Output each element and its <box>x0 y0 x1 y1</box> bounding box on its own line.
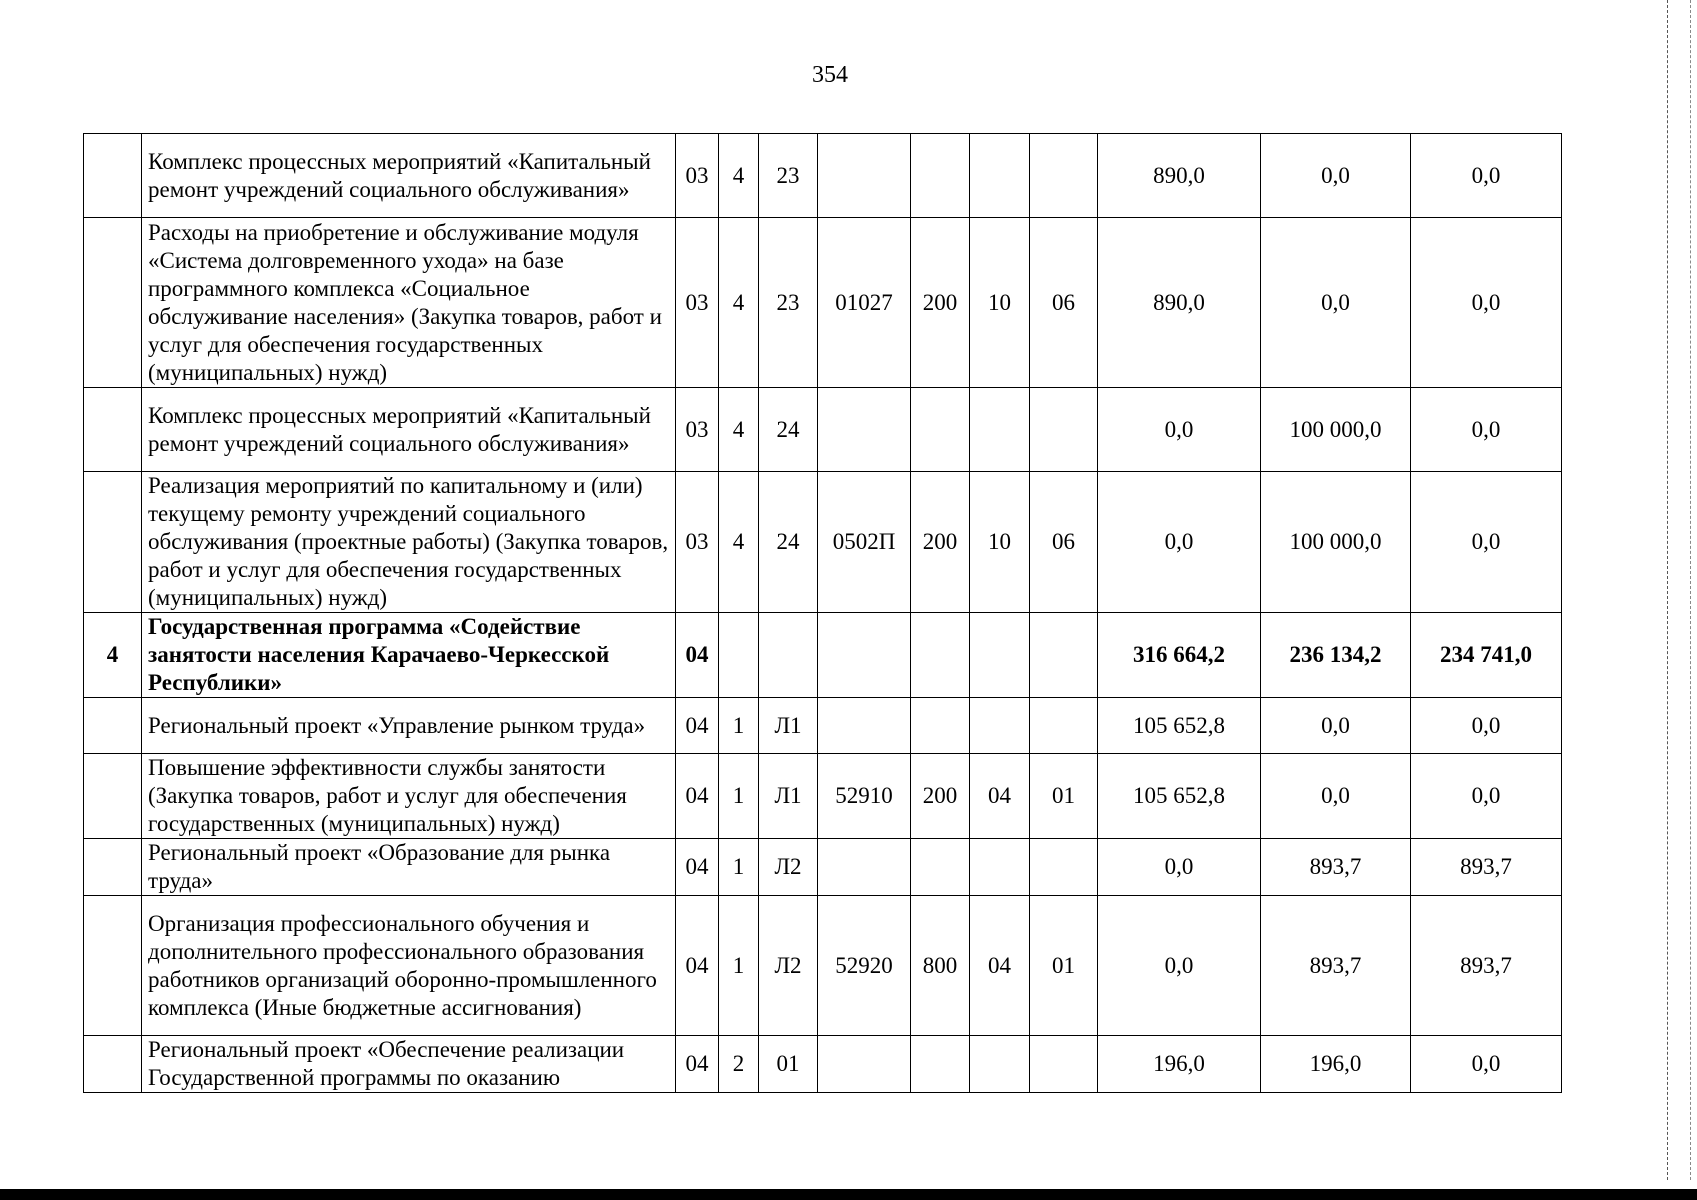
cell-c7 <box>1030 1036 1098 1093</box>
cell-c1: 04 <box>676 839 719 896</box>
cell-num: 4 <box>84 613 142 698</box>
cell-c5: 200 <box>911 472 970 613</box>
cell-num <box>84 839 142 896</box>
cell-c2: 1 <box>719 896 759 1036</box>
budget-table <box>83 133 1562 1093</box>
table-row <box>84 896 1562 1036</box>
scan-edge-line <box>1667 0 1669 1180</box>
cell-c4 <box>818 613 911 698</box>
cell-c6 <box>970 134 1030 218</box>
cell-v3: 234 741,0 <box>1411 613 1562 698</box>
cell-c1: 04 <box>676 613 719 698</box>
cell-num <box>84 1036 142 1093</box>
cell-name: Государственная программа «Содействие занятости населения Карачаево-Черкесской Республики» <box>142 613 676 698</box>
cell-c2: 1 <box>719 698 759 754</box>
cell-v2: 100 000,0 <box>1261 472 1411 613</box>
cell-c4 <box>818 1036 911 1093</box>
cell-name: Региональный проект «Образование для рынка труда» <box>142 839 676 896</box>
cell-v1: 0,0 <box>1098 472 1261 613</box>
cell-c1: 03 <box>676 388 719 472</box>
cell-name: Комплекс процессных мероприятий «Капитальный ремонт учреждений социального обслуживания» <box>142 388 676 472</box>
cell-c4: 52910 <box>818 754 911 839</box>
cell-c3: 23 <box>759 134 818 218</box>
cell-v1: 890,0 <box>1098 134 1261 218</box>
cell-num <box>84 218 142 388</box>
cell-c3: Л2 <box>759 896 818 1036</box>
cell-v1: 105 652,8 <box>1098 698 1261 754</box>
cell-v1: 0,0 <box>1098 839 1261 896</box>
table-row <box>84 1036 1562 1093</box>
cell-c3: Л2 <box>759 839 818 896</box>
cell-c5: 200 <box>911 754 970 839</box>
cell-c4 <box>818 134 911 218</box>
cell-c2: 1 <box>719 839 759 896</box>
cell-c3: 24 <box>759 472 818 613</box>
cell-c6: 10 <box>970 472 1030 613</box>
cell-c4 <box>818 839 911 896</box>
cell-v2: 236 134,2 <box>1261 613 1411 698</box>
cell-num <box>84 698 142 754</box>
table-row <box>84 218 1562 388</box>
cell-c5 <box>911 839 970 896</box>
cell-c3: Л1 <box>759 754 818 839</box>
cell-c6 <box>970 698 1030 754</box>
cell-c7 <box>1030 613 1098 698</box>
cell-v3: 0,0 <box>1411 472 1562 613</box>
table-row <box>84 698 1562 754</box>
cell-num <box>84 472 142 613</box>
cell-v1: 890,0 <box>1098 218 1261 388</box>
cell-c4 <box>818 698 911 754</box>
cell-c6 <box>970 613 1030 698</box>
cell-num <box>84 134 142 218</box>
cell-c7: 01 <box>1030 896 1098 1036</box>
table-row <box>84 613 1562 698</box>
cell-c3: 23 <box>759 218 818 388</box>
cell-v3: 0,0 <box>1411 698 1562 754</box>
cell-c5 <box>911 388 970 472</box>
cell-name: Повышение эффективности службы занятости (Закупка товаров, работ и услуг для обеспечения государственных (муниципальных) нужд) <box>142 754 676 839</box>
cell-v3: 0,0 <box>1411 218 1562 388</box>
cell-v2: 0,0 <box>1261 754 1411 839</box>
cell-c2: 4 <box>719 388 759 472</box>
cell-c2: 4 <box>719 218 759 388</box>
cell-name: Организация профессионального обучения и дополнительного профессионального образования работников организаций оборонно-промышленного комплекса (Иные бюджетные ассигнования) <box>142 896 676 1036</box>
cell-c5 <box>911 134 970 218</box>
cell-v2: 0,0 <box>1261 134 1411 218</box>
cell-v2: 893,7 <box>1261 839 1411 896</box>
cell-c5 <box>911 1036 970 1093</box>
cell-v2: 0,0 <box>1261 698 1411 754</box>
cell-c5 <box>911 698 970 754</box>
cell-v3: 0,0 <box>1411 134 1562 218</box>
cell-v3: 0,0 <box>1411 388 1562 472</box>
cell-c1: 03 <box>676 218 719 388</box>
cell-c6: 04 <box>970 754 1030 839</box>
scan-bottom-bar <box>0 1189 1697 1200</box>
cell-name: Региональный проект «Обеспечение реализации Государственной программы по оказанию <box>142 1036 676 1093</box>
cell-name: Региональный проект «Управление рынком труда» <box>142 698 676 754</box>
cell-c4 <box>818 388 911 472</box>
cell-c3: 01 <box>759 1036 818 1093</box>
cell-name: Расходы на приобретение и обслуживание модуля «Система долговременного ухода» на базе программного комплекса «Социальное обслуживание населения» (Закупка товаров, работ и услуг для обеспечения государственных (муниципальных) нужд) <box>142 218 676 388</box>
cell-c4: 52920 <box>818 896 911 1036</box>
cell-c3: 24 <box>759 388 818 472</box>
cell-v1: 316 664,2 <box>1098 613 1261 698</box>
cell-v2: 0,0 <box>1261 218 1411 388</box>
cell-c7 <box>1030 698 1098 754</box>
cell-c4: 01027 <box>818 218 911 388</box>
cell-c1: 04 <box>676 896 719 1036</box>
scan-edge-line <box>1690 0 1692 1180</box>
cell-v3: 0,0 <box>1411 754 1562 839</box>
cell-c6 <box>970 1036 1030 1093</box>
cell-v2: 893,7 <box>1261 896 1411 1036</box>
cell-c2: 2 <box>719 1036 759 1093</box>
cell-c5 <box>911 613 970 698</box>
cell-c7 <box>1030 839 1098 896</box>
cell-v2: 100 000,0 <box>1261 388 1411 472</box>
cell-c5: 800 <box>911 896 970 1036</box>
cell-v3: 893,7 <box>1411 896 1562 1036</box>
cell-c1: 04 <box>676 1036 719 1093</box>
cell-c3 <box>759 613 818 698</box>
cell-c6 <box>970 388 1030 472</box>
table-row <box>84 754 1562 839</box>
page-number: 354 <box>812 62 848 88</box>
table-row <box>84 472 1562 613</box>
cell-c1: 03 <box>676 472 719 613</box>
cell-c6: 04 <box>970 896 1030 1036</box>
table-row <box>84 134 1562 218</box>
table-row <box>84 388 1562 472</box>
cell-v1: 105 652,8 <box>1098 754 1261 839</box>
cell-name: Комплекс процессных мероприятий «Капитальный ремонт учреждений социального обслуживания» <box>142 134 676 218</box>
cell-num <box>84 754 142 839</box>
cell-c3: Л1 <box>759 698 818 754</box>
cell-c1: 03 <box>676 134 719 218</box>
cell-c4: 0502П <box>818 472 911 613</box>
cell-c2: 4 <box>719 472 759 613</box>
cell-v1: 0,0 <box>1098 388 1261 472</box>
cell-c6 <box>970 839 1030 896</box>
cell-c1: 04 <box>676 698 719 754</box>
cell-c2: 1 <box>719 754 759 839</box>
cell-c2 <box>719 613 759 698</box>
cell-c7 <box>1030 388 1098 472</box>
cell-c7 <box>1030 134 1098 218</box>
cell-c1: 04 <box>676 754 719 839</box>
cell-c7: 01 <box>1030 754 1098 839</box>
cell-num <box>84 388 142 472</box>
cell-v2: 196,0 <box>1261 1036 1411 1093</box>
cell-c5: 200 <box>911 218 970 388</box>
table-row <box>84 839 1562 896</box>
cell-c7: 06 <box>1030 472 1098 613</box>
cell-v3: 893,7 <box>1411 839 1562 896</box>
cell-c6: 10 <box>970 218 1030 388</box>
cell-c2: 4 <box>719 134 759 218</box>
cell-num <box>84 896 142 1036</box>
cell-v3: 0,0 <box>1411 1036 1562 1093</box>
cell-name: Реализация мероприятий по капитальному и (или) текущему ремонту учреждений социального обслуживания (проектные работы) (Закупка товаров, работ и услуг для обеспечения государственных (муниципальных) нужд) <box>142 472 676 613</box>
cell-v1: 196,0 <box>1098 1036 1261 1093</box>
cell-v1: 0,0 <box>1098 896 1261 1036</box>
cell-c7: 06 <box>1030 218 1098 388</box>
